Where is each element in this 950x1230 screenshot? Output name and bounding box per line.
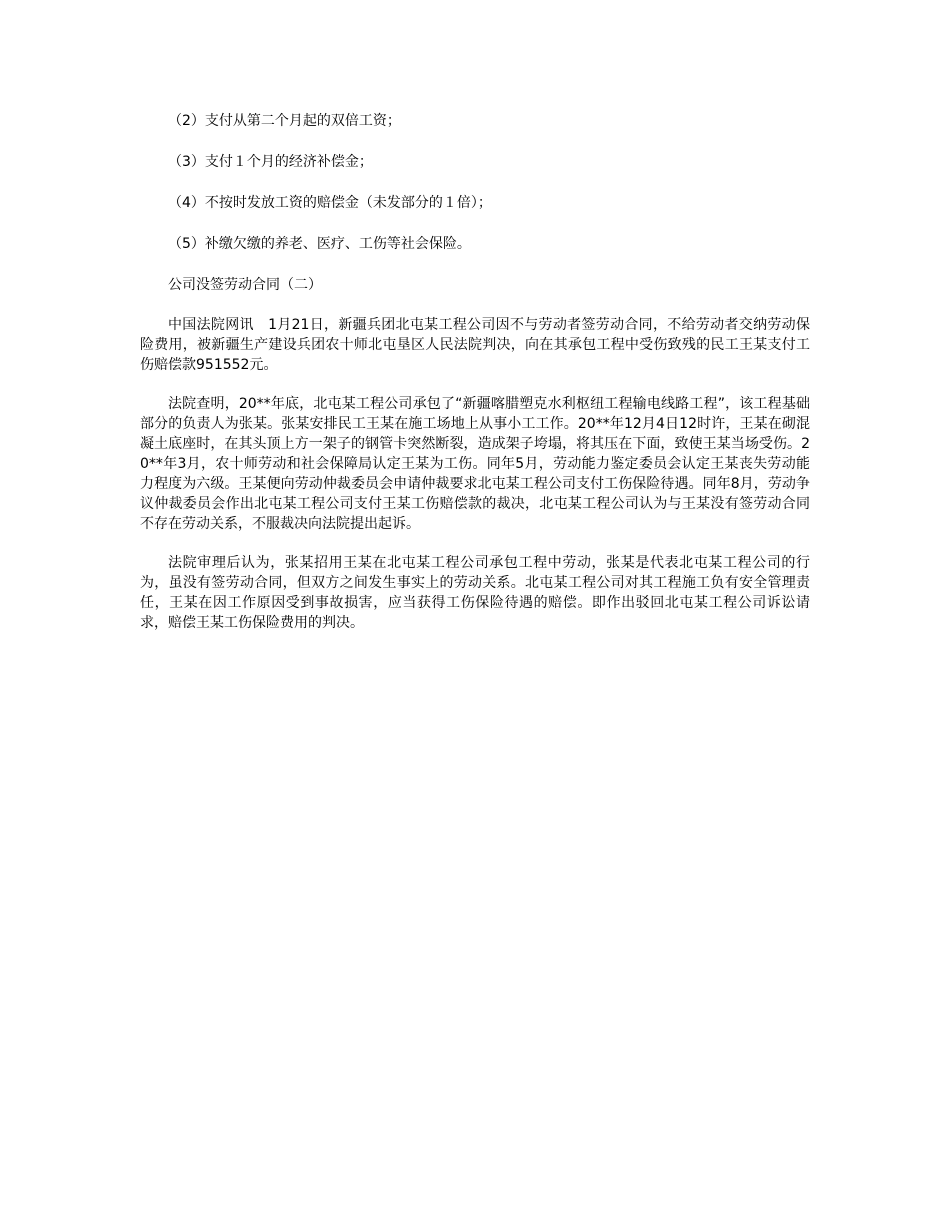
section-heading: 公司没签劳动合同（二） (168, 277, 322, 293)
paragraph-news-intro: 中国法院网讯 1月21日，新疆兵团北屯某工程公司因不与劳动者签劳动合同，不给劳动者交纳劳动保险费用，被新疆生产建设兵团农十师北屯垦区人民法院判决，向在其承包工程中受伤致残的民工王某支付工伤赔偿款951552元。 (140, 317, 810, 373)
list-item-3: （3）支付１个月的经济补偿金； (168, 154, 373, 170)
document-body (140, 110, 810, 652)
list-item-2: （2）支付从第二个月起的双倍工资； (168, 113, 401, 129)
paragraph-court-ruling: 法院审理后认为，张某招用王某在北屯某工程公司承包工程中劳动，张某是代表北屯某工程公司的行为，虽没有签劳动合同，但双方之间发生事实上的劳动关系。北屯某工程公司对其工程施工负有安全管理责任，王某在因工作原因受到事故损害，应当获得工伤保险待遇的赔偿。即作出驳回北屯某工程公司诉讼请求，赔偿王某工伤保险费用的判决。 (140, 555, 810, 631)
list-item-5: （5）补缴欠缴的养老、医疗、工伤等社会保险。 (168, 236, 471, 252)
paragraph-court-findings: 法院查明，20**年底，北屯某工程公司承包了“新疆喀腊塑克水利枢纽工程输电线路工程”，该工程基础部分的负责人为张某。张某安排民工王某在施工场地上从事小工工作。20**年12月4日12时许，王某在砌混凝土底座时，在其头顶上方一架子的钢管卡突然断裂，造成架子垮塌，将其压在下面，致使王某当场受伤。20**年3月，农十师劳动和社会保障局认定王某为工伤。同年5月，劳动能力鉴定委员会认定王某丧失劳动能力程度为六级。王某便向劳动仲裁委员会申请仲裁要求北屯某工程公司支付工伤保险待遇。同年8月，劳动争议仲裁委员会作出北屯某工程公司支付王某工伤赔偿款的裁决，北屯某工程公司认为与王某没有签劳动合同不存在劳动关系，不服裁决向法院提出起诉。 (140, 396, 810, 532)
list-item-4: （4）不按时发放工资的赔偿金（未发部分的１倍）； (168, 195, 492, 211)
